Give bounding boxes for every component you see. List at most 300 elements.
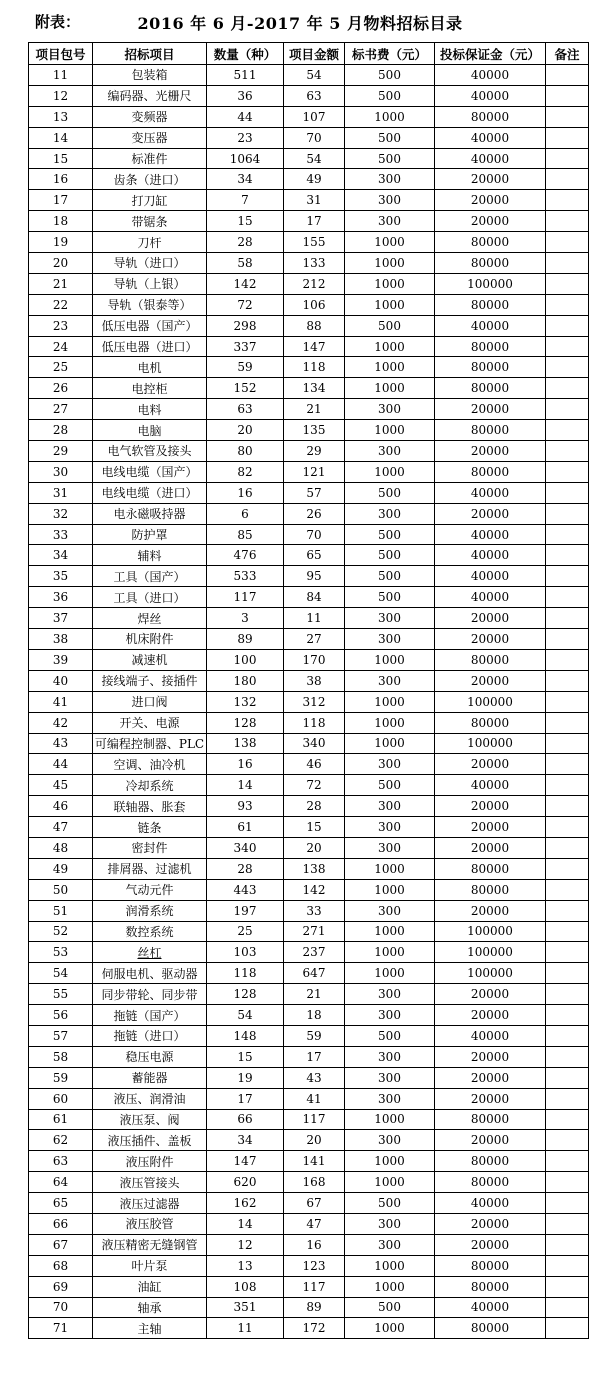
value-cell: 3 bbox=[207, 608, 284, 629]
value-cell: 40000 bbox=[435, 127, 546, 148]
remark-cell bbox=[546, 1088, 589, 1109]
value-cell: 80000 bbox=[435, 1255, 546, 1276]
remark-cell bbox=[546, 461, 589, 482]
remark-cell bbox=[546, 399, 589, 420]
package-number-cell: 44 bbox=[29, 754, 93, 775]
table-row bbox=[29, 1025, 589, 1046]
value-cell: 20000 bbox=[435, 796, 546, 817]
value-cell: 40000 bbox=[435, 1297, 546, 1318]
package-number-cell: 67 bbox=[29, 1234, 93, 1255]
package-number-cell: 49 bbox=[29, 858, 93, 879]
project-name-cell: 进口阀 bbox=[93, 691, 207, 712]
project-name-cell: 密封件 bbox=[93, 837, 207, 858]
value-cell: 1000 bbox=[345, 461, 435, 482]
project-name-cell: 电永磁吸持器 bbox=[93, 503, 207, 524]
value-cell: 80000 bbox=[435, 253, 546, 274]
value-cell: 1000 bbox=[345, 357, 435, 378]
table-body bbox=[29, 65, 589, 1339]
package-number-cell: 11 bbox=[29, 65, 93, 86]
value-cell: 500 bbox=[345, 315, 435, 336]
value-cell: 80000 bbox=[435, 294, 546, 315]
value-cell: 72 bbox=[284, 775, 345, 796]
value-cell: 500 bbox=[345, 1297, 435, 1318]
table-row bbox=[29, 127, 589, 148]
value-cell: 106 bbox=[284, 294, 345, 315]
value-cell: 237 bbox=[284, 942, 345, 963]
package-number-cell: 53 bbox=[29, 942, 93, 963]
bidding-catalog-table bbox=[28, 42, 589, 1339]
table-row bbox=[29, 900, 589, 921]
value-cell: 132 bbox=[207, 691, 284, 712]
value-cell: 14 bbox=[207, 775, 284, 796]
value-cell: 15 bbox=[207, 211, 284, 232]
value-cell: 300 bbox=[345, 608, 435, 629]
table-row bbox=[29, 65, 589, 86]
package-number-cell: 57 bbox=[29, 1025, 93, 1046]
value-cell: 80000 bbox=[435, 858, 546, 879]
remark-cell bbox=[546, 879, 589, 900]
table-row bbox=[29, 545, 589, 566]
value-cell: 20000 bbox=[435, 1088, 546, 1109]
package-number-cell: 21 bbox=[29, 273, 93, 294]
package-number-cell: 22 bbox=[29, 294, 93, 315]
project-name-cell: 链条 bbox=[93, 817, 207, 838]
package-number-cell: 58 bbox=[29, 1046, 93, 1067]
remark-cell bbox=[546, 482, 589, 503]
package-number-cell: 51 bbox=[29, 900, 93, 921]
value-cell: 300 bbox=[345, 1130, 435, 1151]
table-row bbox=[29, 211, 589, 232]
value-cell: 80000 bbox=[435, 879, 546, 900]
value-cell: 16 bbox=[207, 482, 284, 503]
value-cell: 300 bbox=[345, 503, 435, 524]
remark-cell bbox=[546, 608, 589, 629]
package-number-cell: 14 bbox=[29, 127, 93, 148]
value-cell: 40000 bbox=[435, 85, 546, 106]
value-cell: 135 bbox=[284, 420, 345, 441]
value-cell: 152 bbox=[207, 378, 284, 399]
project-name-cell: 低压电器（国产） bbox=[93, 315, 207, 336]
table-row bbox=[29, 587, 589, 608]
remark-cell bbox=[546, 1213, 589, 1234]
project-name-cell: 丝杠 bbox=[93, 942, 207, 963]
value-cell: 80000 bbox=[435, 420, 546, 441]
value-cell: 88 bbox=[284, 315, 345, 336]
project-name-cell: 导轨（上银） bbox=[93, 273, 207, 294]
value-cell: 148 bbox=[207, 1025, 284, 1046]
value-cell: 20000 bbox=[435, 211, 546, 232]
package-number-cell: 50 bbox=[29, 879, 93, 900]
value-cell: 80 bbox=[207, 441, 284, 462]
package-number-cell: 16 bbox=[29, 169, 93, 190]
value-cell: 7 bbox=[207, 190, 284, 211]
remark-cell bbox=[546, 273, 589, 294]
project-name-cell: 电气软管及接头 bbox=[93, 441, 207, 462]
remark-cell bbox=[546, 1025, 589, 1046]
value-cell: 40000 bbox=[435, 1025, 546, 1046]
value-cell: 118 bbox=[284, 357, 345, 378]
package-number-cell: 40 bbox=[29, 670, 93, 691]
remark-cell bbox=[546, 232, 589, 253]
value-cell: 147 bbox=[284, 336, 345, 357]
table-row bbox=[29, 273, 589, 294]
package-number-cell: 23 bbox=[29, 315, 93, 336]
value-cell: 17 bbox=[284, 1046, 345, 1067]
value-cell: 511 bbox=[207, 65, 284, 86]
value-cell: 128 bbox=[207, 984, 284, 1005]
column-header: 招标项目 bbox=[93, 43, 207, 65]
package-number-cell: 13 bbox=[29, 106, 93, 127]
table-row bbox=[29, 1005, 589, 1026]
package-number-cell: 69 bbox=[29, 1276, 93, 1297]
value-cell: 80000 bbox=[435, 357, 546, 378]
value-cell: 500 bbox=[345, 148, 435, 169]
value-cell: 138 bbox=[207, 733, 284, 754]
value-cell: 300 bbox=[345, 1005, 435, 1026]
value-cell: 300 bbox=[345, 796, 435, 817]
table-row bbox=[29, 294, 589, 315]
value-cell: 72 bbox=[207, 294, 284, 315]
table-row bbox=[29, 190, 589, 211]
remark-cell bbox=[546, 357, 589, 378]
remark-cell bbox=[546, 1151, 589, 1172]
value-cell: 1000 bbox=[345, 921, 435, 942]
value-cell: 620 bbox=[207, 1172, 284, 1193]
table-row bbox=[29, 357, 589, 378]
project-name-cell: 联轴器、胀套 bbox=[93, 796, 207, 817]
value-cell: 1000 bbox=[345, 712, 435, 733]
package-number-cell: 60 bbox=[29, 1088, 93, 1109]
remark-cell bbox=[546, 1297, 589, 1318]
value-cell: 117 bbox=[284, 1276, 345, 1297]
value-cell: 1000 bbox=[345, 336, 435, 357]
value-cell: 1000 bbox=[345, 963, 435, 984]
remark-cell bbox=[546, 524, 589, 545]
value-cell: 500 bbox=[345, 127, 435, 148]
value-cell: 1000 bbox=[345, 106, 435, 127]
value-cell: 1000 bbox=[345, 378, 435, 399]
value-cell: 300 bbox=[345, 399, 435, 420]
table-row bbox=[29, 942, 589, 963]
table-row bbox=[29, 482, 589, 503]
column-header: 项目金额 bbox=[284, 43, 345, 65]
remark-cell bbox=[546, 900, 589, 921]
value-cell: 337 bbox=[207, 336, 284, 357]
page-title: 2016 年 6 月-2017 年 5 月物料招标目录 bbox=[137, 14, 463, 33]
value-cell: 647 bbox=[284, 963, 345, 984]
table-row bbox=[29, 566, 589, 587]
value-cell: 312 bbox=[284, 691, 345, 712]
table-row bbox=[29, 420, 589, 441]
project-name-cell: 主轴 bbox=[93, 1318, 207, 1339]
value-cell: 500 bbox=[345, 85, 435, 106]
project-name-cell: 同步带轮、同步带 bbox=[93, 984, 207, 1005]
package-number-cell: 54 bbox=[29, 963, 93, 984]
project-name-cell: 空调、油冷机 bbox=[93, 754, 207, 775]
table-row bbox=[29, 106, 589, 127]
table-row bbox=[29, 837, 589, 858]
document-header bbox=[0, 0, 600, 40]
value-cell: 20000 bbox=[435, 670, 546, 691]
value-cell: 1000 bbox=[345, 1318, 435, 1339]
remark-cell bbox=[546, 1276, 589, 1297]
value-cell: 108 bbox=[207, 1276, 284, 1297]
project-name-cell: 低压电器（进口） bbox=[93, 336, 207, 357]
value-cell: 89 bbox=[207, 629, 284, 650]
value-cell: 121 bbox=[284, 461, 345, 482]
remark-cell bbox=[546, 1067, 589, 1088]
value-cell: 300 bbox=[345, 169, 435, 190]
package-number-cell: 25 bbox=[29, 357, 93, 378]
value-cell: 6 bbox=[207, 503, 284, 524]
table-row bbox=[29, 1067, 589, 1088]
value-cell: 18 bbox=[284, 1005, 345, 1026]
remark-cell bbox=[546, 315, 589, 336]
remark-cell bbox=[546, 148, 589, 169]
remark-cell bbox=[546, 211, 589, 232]
package-number-cell: 52 bbox=[29, 921, 93, 942]
package-number-cell: 48 bbox=[29, 837, 93, 858]
value-cell: 168 bbox=[284, 1172, 345, 1193]
value-cell: 1000 bbox=[345, 1109, 435, 1130]
remark-cell bbox=[546, 85, 589, 106]
package-number-cell: 47 bbox=[29, 817, 93, 838]
package-number-cell: 26 bbox=[29, 378, 93, 399]
remark-cell bbox=[546, 253, 589, 274]
package-number-cell: 62 bbox=[29, 1130, 93, 1151]
table-row bbox=[29, 336, 589, 357]
project-name-cell: 液压附件 bbox=[93, 1151, 207, 1172]
project-name-cell: 蓄能器 bbox=[93, 1067, 207, 1088]
project-name-cell: 辅料 bbox=[93, 545, 207, 566]
value-cell: 12 bbox=[207, 1234, 284, 1255]
project-name-cell: 齿条（进口） bbox=[93, 169, 207, 190]
value-cell: 80000 bbox=[435, 378, 546, 399]
package-number-cell: 71 bbox=[29, 1318, 93, 1339]
value-cell: 1000 bbox=[345, 253, 435, 274]
value-cell: 103 bbox=[207, 942, 284, 963]
value-cell: 40000 bbox=[435, 566, 546, 587]
value-cell: 212 bbox=[284, 273, 345, 294]
value-cell: 65 bbox=[284, 545, 345, 566]
table-row bbox=[29, 524, 589, 545]
value-cell: 340 bbox=[284, 733, 345, 754]
project-name-cell: 伺服电机、驱动器 bbox=[93, 963, 207, 984]
table-row bbox=[29, 1213, 589, 1234]
value-cell: 28 bbox=[284, 796, 345, 817]
package-number-cell: 19 bbox=[29, 232, 93, 253]
value-cell: 19 bbox=[207, 1067, 284, 1088]
value-cell: 47 bbox=[284, 1213, 345, 1234]
value-cell: 17 bbox=[207, 1088, 284, 1109]
table-row bbox=[29, 1172, 589, 1193]
table-row bbox=[29, 169, 589, 190]
project-name-cell: 焊丝 bbox=[93, 608, 207, 629]
remark-cell bbox=[546, 963, 589, 984]
value-cell: 118 bbox=[284, 712, 345, 733]
package-number-cell: 63 bbox=[29, 1151, 93, 1172]
project-name-cell: 气动元件 bbox=[93, 879, 207, 900]
table-row bbox=[29, 441, 589, 462]
value-cell: 100000 bbox=[435, 691, 546, 712]
value-cell: 351 bbox=[207, 1297, 284, 1318]
package-number-cell: 27 bbox=[29, 399, 93, 420]
value-cell: 100000 bbox=[435, 942, 546, 963]
project-name-cell: 稳压电源 bbox=[93, 1046, 207, 1067]
table-header-row bbox=[29, 43, 589, 65]
project-name-cell: 导轨（银泰等） bbox=[93, 294, 207, 315]
value-cell: 20 bbox=[207, 420, 284, 441]
value-cell: 476 bbox=[207, 545, 284, 566]
table-row bbox=[29, 148, 589, 169]
value-cell: 31 bbox=[284, 190, 345, 211]
value-cell: 340 bbox=[207, 837, 284, 858]
remark-cell bbox=[546, 1130, 589, 1151]
remark-cell bbox=[546, 190, 589, 211]
value-cell: 300 bbox=[345, 1046, 435, 1067]
value-cell: 180 bbox=[207, 670, 284, 691]
value-cell: 141 bbox=[284, 1151, 345, 1172]
remark-cell bbox=[546, 629, 589, 650]
value-cell: 20000 bbox=[435, 503, 546, 524]
value-cell: 133 bbox=[284, 253, 345, 274]
remark-cell bbox=[546, 921, 589, 942]
table-row bbox=[29, 232, 589, 253]
project-name-cell: 油缸 bbox=[93, 1276, 207, 1297]
value-cell: 11 bbox=[284, 608, 345, 629]
value-cell: 93 bbox=[207, 796, 284, 817]
value-cell: 300 bbox=[345, 1234, 435, 1255]
project-name-cell: 电料 bbox=[93, 399, 207, 420]
project-name-cell: 电机 bbox=[93, 357, 207, 378]
value-cell: 172 bbox=[284, 1318, 345, 1339]
package-number-cell: 28 bbox=[29, 420, 93, 441]
value-cell: 100000 bbox=[435, 273, 546, 294]
package-number-cell: 38 bbox=[29, 629, 93, 650]
value-cell: 20000 bbox=[435, 1213, 546, 1234]
package-number-cell: 31 bbox=[29, 482, 93, 503]
table-row bbox=[29, 796, 589, 817]
package-number-cell: 39 bbox=[29, 649, 93, 670]
value-cell: 40000 bbox=[435, 545, 546, 566]
project-name-cell: 电线电缆（国产） bbox=[93, 461, 207, 482]
value-cell: 20000 bbox=[435, 441, 546, 462]
package-number-cell: 12 bbox=[29, 85, 93, 106]
package-number-cell: 64 bbox=[29, 1172, 93, 1193]
value-cell: 1000 bbox=[345, 879, 435, 900]
value-cell: 70 bbox=[284, 524, 345, 545]
project-name-cell: 液压过滤器 bbox=[93, 1193, 207, 1214]
value-cell: 100000 bbox=[435, 921, 546, 942]
value-cell: 100 bbox=[207, 649, 284, 670]
remark-cell bbox=[546, 858, 589, 879]
value-cell: 443 bbox=[207, 879, 284, 900]
project-name-cell: 变频器 bbox=[93, 106, 207, 127]
value-cell: 128 bbox=[207, 712, 284, 733]
table-row bbox=[29, 1255, 589, 1276]
table-row bbox=[29, 775, 589, 796]
value-cell: 500 bbox=[345, 482, 435, 503]
package-number-cell: 32 bbox=[29, 503, 93, 524]
remark-cell bbox=[546, 294, 589, 315]
value-cell: 63 bbox=[207, 399, 284, 420]
column-header: 数量（种） bbox=[207, 43, 284, 65]
value-cell: 80000 bbox=[435, 336, 546, 357]
value-cell: 59 bbox=[207, 357, 284, 378]
value-cell: 20000 bbox=[435, 608, 546, 629]
value-cell: 80000 bbox=[435, 1109, 546, 1130]
project-name-cell: 电控柜 bbox=[93, 378, 207, 399]
value-cell: 134 bbox=[284, 378, 345, 399]
package-number-cell: 35 bbox=[29, 566, 93, 587]
value-cell: 84 bbox=[284, 587, 345, 608]
value-cell: 117 bbox=[284, 1109, 345, 1130]
package-number-cell: 41 bbox=[29, 691, 93, 712]
value-cell: 123 bbox=[284, 1255, 345, 1276]
value-cell: 80000 bbox=[435, 232, 546, 253]
project-name-cell: 工具（国产） bbox=[93, 566, 207, 587]
value-cell: 38 bbox=[284, 670, 345, 691]
value-cell: 80000 bbox=[435, 712, 546, 733]
value-cell: 500 bbox=[345, 524, 435, 545]
value-cell: 80000 bbox=[435, 1151, 546, 1172]
value-cell: 500 bbox=[345, 587, 435, 608]
value-cell: 1000 bbox=[345, 1255, 435, 1276]
package-number-cell: 33 bbox=[29, 524, 93, 545]
project-name-cell: 叶片泵 bbox=[93, 1255, 207, 1276]
package-number-cell: 56 bbox=[29, 1005, 93, 1026]
remark-cell bbox=[546, 670, 589, 691]
project-name-cell: 机床附件 bbox=[93, 629, 207, 650]
value-cell: 28 bbox=[207, 232, 284, 253]
value-cell: 54 bbox=[284, 65, 345, 86]
value-cell: 41 bbox=[284, 1088, 345, 1109]
value-cell: 80000 bbox=[435, 461, 546, 482]
value-cell: 117 bbox=[207, 587, 284, 608]
remark-cell bbox=[546, 754, 589, 775]
package-number-cell: 59 bbox=[29, 1067, 93, 1088]
value-cell: 15 bbox=[284, 817, 345, 838]
package-number-cell: 30 bbox=[29, 461, 93, 482]
value-cell: 20000 bbox=[435, 169, 546, 190]
project-name-cell: 数控系统 bbox=[93, 921, 207, 942]
remark-cell bbox=[546, 169, 589, 190]
table-row bbox=[29, 858, 589, 879]
table-row bbox=[29, 1297, 589, 1318]
table-row bbox=[29, 399, 589, 420]
value-cell: 142 bbox=[207, 273, 284, 294]
table-row bbox=[29, 85, 589, 106]
value-cell: 300 bbox=[345, 837, 435, 858]
project-name-cell: 电脑 bbox=[93, 420, 207, 441]
value-cell: 20000 bbox=[435, 1234, 546, 1255]
value-cell: 16 bbox=[207, 754, 284, 775]
value-cell: 300 bbox=[345, 817, 435, 838]
remark-cell bbox=[546, 566, 589, 587]
value-cell: 80000 bbox=[435, 106, 546, 127]
value-cell: 1000 bbox=[345, 273, 435, 294]
table-row bbox=[29, 984, 589, 1005]
table-row bbox=[29, 1193, 589, 1214]
package-number-cell: 46 bbox=[29, 796, 93, 817]
project-name-cell: 变压器 bbox=[93, 127, 207, 148]
value-cell: 300 bbox=[345, 754, 435, 775]
value-cell: 1000 bbox=[345, 232, 435, 253]
table-row bbox=[29, 608, 589, 629]
value-cell: 49 bbox=[284, 169, 345, 190]
value-cell: 533 bbox=[207, 566, 284, 587]
value-cell: 1000 bbox=[345, 1276, 435, 1297]
